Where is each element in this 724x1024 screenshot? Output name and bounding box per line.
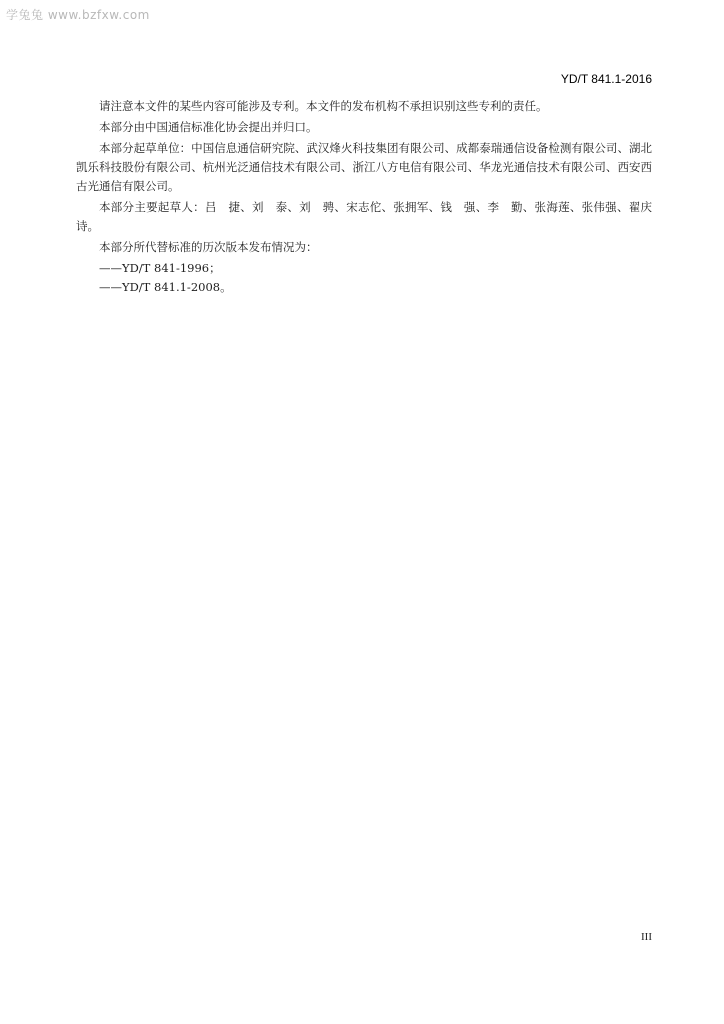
drafters-paragraph: 本部分主要起草人：吕 捷、刘 泰、刘 骋、宋志佗、张拥军、钱 强、李 勤、张海莲、张伟强、翟庆诗。 [76, 200, 652, 233]
patent-notice-paragraph: 请注意本文件的某些内容可能涉及专利。本文件的发布机构不承担识别这些专利的责任。 [99, 99, 548, 113]
document-body [76, 97, 652, 297]
watermark: 学兔兔 www.bzfxw.com [6, 8, 150, 22]
history-item: ——YD/T 841-1996； [99, 261, 221, 275]
page-number: III [641, 931, 652, 943]
history-intro-paragraph: 本部分所代替标准的历次版本发布情况为： [99, 240, 318, 254]
drafting-units-paragraph: 本部分起草单位：中国信息通信研究院、武汉烽火科技集团有限公司、成都泰瑞通信设备检测有限公司、湖北凯乐科技股份有限公司、杭州光泛通信技术有限公司、浙江八方电信有限公司、华龙光通信技术有限公司、西安西古光通信有限公司。 [76, 141, 652, 193]
proposer-paragraph: 本部分由中国通信标准化协会提出并归口。 [99, 120, 318, 134]
document-code: YD/T 841.1-2016 [560, 72, 652, 86]
history-item: ——YD/T 841.1-2008。 [99, 280, 232, 294]
